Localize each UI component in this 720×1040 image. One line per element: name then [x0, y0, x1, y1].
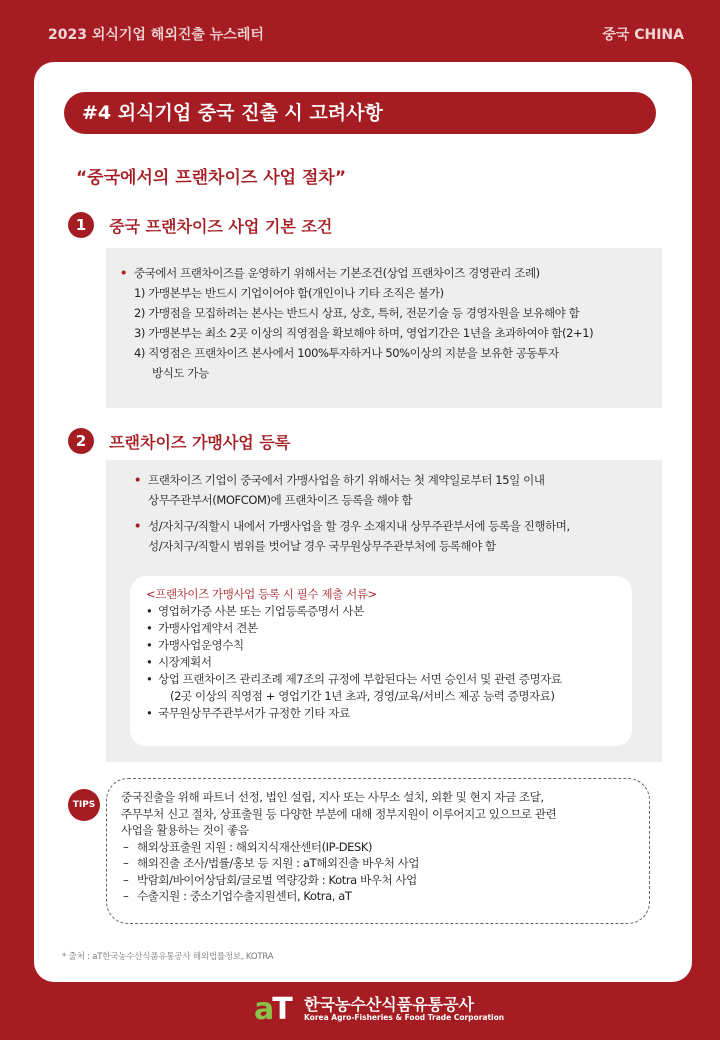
required-documents-box [130, 576, 632, 746]
section-1-bullet-text: 중국에서 프랜차이즈를 운영하기 위해서는 기본조건(상업 프랜차이즈 경영관리 조례) [134, 266, 540, 280]
tips-badge-icon: TIPS [68, 789, 100, 821]
section-1-number: 1 [68, 212, 94, 238]
document-item: • 가맹사업계약서 견본 [146, 620, 616, 637]
content-card [34, 62, 692, 982]
section-1-item: 1) 가맹본부는 반드시 기업이어야 함(개인이나 기타 조직은 불가) [134, 286, 444, 300]
page-title: #4 외식기업 중국 진출 시 고려사항 [64, 92, 656, 134]
tips-item: – 해외상표출원 지원 : 해외지식재산센터(IP-DESK) [121, 839, 635, 856]
section-1-item: 2) 가맹점을 모집하려는 본사는 반드시 상표, 상호, 특허, 전문기술 등 경영자원을 보유해야 함 [134, 306, 580, 320]
section-2-title: 프랜차이즈 가맹사업 등록 [109, 432, 291, 452]
tips-intro-line: 사업을 활용하는 것이 좋음 [121, 823, 249, 837]
tips-intro-line: 중국진출을 위해 파트너 선정, 법인 설립, 지사 또는 사무소 설치, 외환 및 현지 자금 조달, [121, 790, 544, 804]
tips-item: – 해외진출 조사/법률/홍보 등 지원 : aT해외진출 바우처 사업 [121, 855, 635, 872]
section-1-header [68, 212, 332, 240]
top-bar [0, 0, 720, 62]
tips-box [106, 778, 650, 924]
section-2-header [68, 428, 290, 456]
org-name-english: Korea Agro-Fisheries & Food Trade Corporation [304, 1013, 505, 1022]
document-item: • 상업 프랜차이즈 관리조례 제7조의 규정에 부합된다는 서면 승인서 및 관련 증명자료 [146, 671, 616, 688]
section-2-bullet-line: 상무주관부서(MOFCOM)에 프랜차이즈 등록을 해야 함 [148, 493, 413, 507]
bullet-icon: • [134, 519, 141, 533]
section-2-bullet [134, 470, 648, 490]
section-2-bullet-line: 성/자치구/직할시 범위를 벗어날 경우 국무원상무주관부처에 등록해야 함 [148, 539, 496, 553]
section-1-item-continued: 방식도 가능 [152, 366, 209, 380]
document-item: • 영업허가증 사본 또는 기업등록증명서 사본 [146, 603, 616, 620]
section-2-bullet [134, 516, 648, 536]
bullet-icon: • [134, 473, 141, 487]
section-1-title: 중국 프랜차이즈 사업 기본 조건 [109, 216, 333, 236]
at-logo [254, 990, 505, 1030]
source-note: * 출처 : aT한국농수산식품유통공사 해외법률정보, KOTRA [62, 952, 274, 962]
section-1-item: 4) 직영점은 프랜차이즈 본사에서 100%투자하거나 50%이상의 지분을 보유한 공동투자 [134, 346, 559, 360]
required-documents-title: <프랜차이즈 가맹사업 등록 시 필수 제출 서류> [146, 587, 377, 601]
section-2-number: 2 [68, 428, 94, 454]
org-name-korean: 한국농수산식품유통공사 [304, 995, 475, 1014]
at-logo-mark [254, 992, 291, 1027]
section-1-bullet [120, 263, 648, 283]
page-subtitle: “중국에서의 프랜차이즈 사업 절차” [76, 168, 347, 188]
country-label: 중국 CHINA [602, 27, 684, 43]
newsletter-title: 2023 외식기업 해외진출 뉴스레터 [48, 27, 264, 43]
section-2-bullet-line: 프랜차이즈 기업이 중국에서 가맹사업을 하기 위해서는 첫 계약일로부터 15일 이내 [148, 473, 545, 487]
section-2-bullet-line: 성/자치구/직할시 내에서 가맹사업을 할 경우 소재지내 상무주관부서에 등록을 진행하며, [148, 519, 570, 533]
logo-letter-t: T [272, 992, 291, 1027]
section-1-box [106, 248, 662, 408]
tips-item: – 수출지원 : 중소기업수출지원센터, Kotra, aT [121, 888, 635, 905]
logo-letter-a: a [254, 992, 273, 1027]
tips-intro-line: 주무부처 신고 절차, 상표출원 등 다양한 부분에 대해 정부지원이 이루어지고 있으므로 관련 [121, 806, 557, 821]
document-item-detail: (2곳 이상의 직영점 + 영업기간 1년 초과, 경영/교육/서비스 제공 능력 증명자료) [170, 689, 555, 703]
tips-item: – 박람회/바이어상담회/글로벌 역량강화 : Kotra 바우처 사업 [121, 872, 635, 889]
bullet-icon: • [120, 266, 127, 280]
document-item: • 국무원상무주관부서가 규정한 기타 자료 [146, 705, 616, 722]
section-2-box [106, 460, 662, 762]
section-1-item: 3) 가맹본부는 최소 2곳 이상의 직영점을 확보해야 하며, 영업기간은 1년을 초과하여야 함(2+1) [134, 326, 594, 340]
document-item: • 가맹사업운영수칙 [146, 637, 616, 654]
document-item: • 시장계획서 [146, 654, 616, 671]
